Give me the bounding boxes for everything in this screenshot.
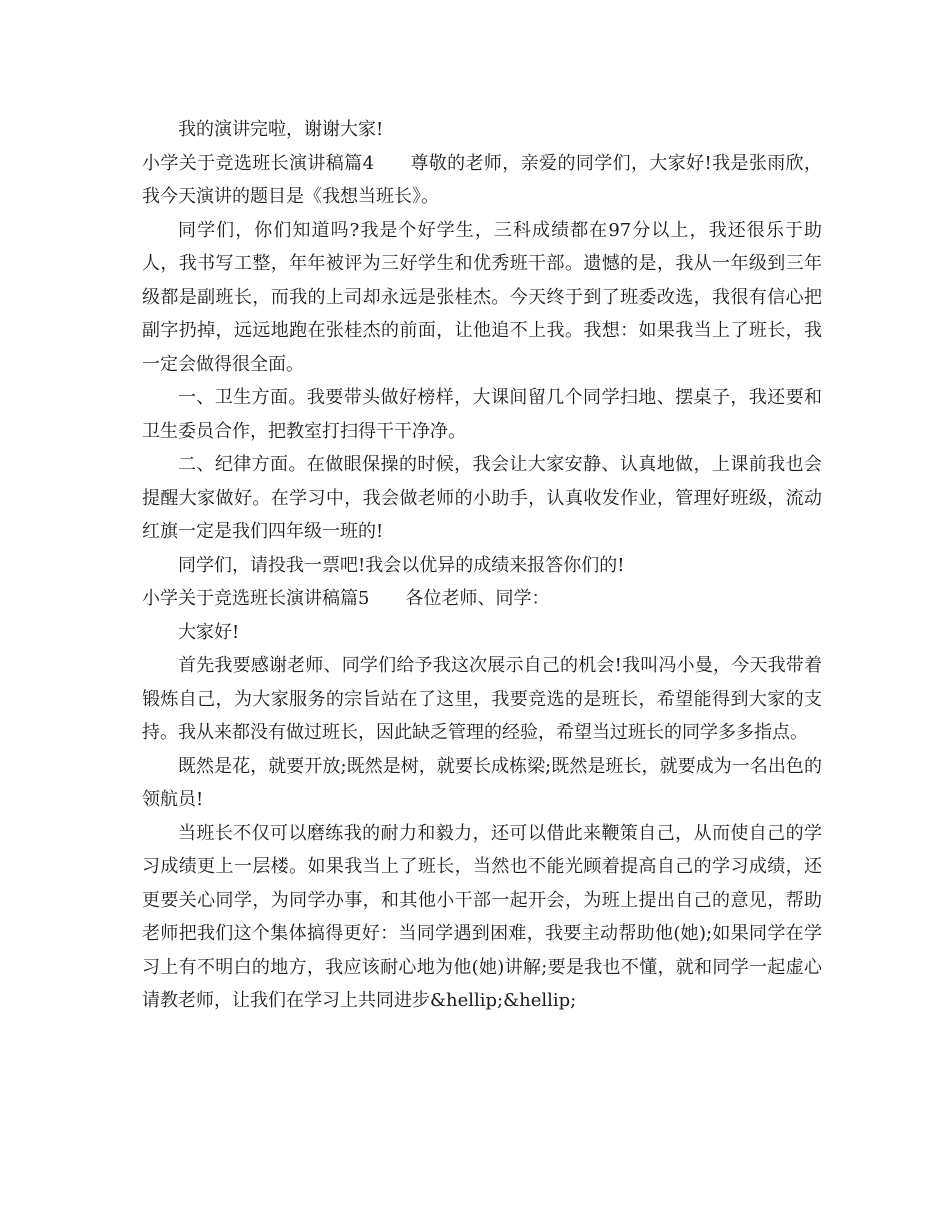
paragraph-self-introduction: 同学们，你们知道吗?我是个好学生，三科成绩都在97分以上，我还很乐于助人，我书写工整，年年被评为三好学生和优秀班干部。遗憾的是，我从一年级到三年级都是副班长，而我的上司却永远是张桂杰。今天终于到了班委改选，我很有信心把副字扔掉，远远地跑在张桂杰的前面，让他追不上我。我想：如果我当上了班长，我一定会做得很全面。 — [142, 219, 822, 375]
paragraph-greeting: 大家好! — [178, 621, 240, 643]
paragraph-metaphor: 既然是花，就要开放;既然是树，就要长成栋梁;既然是班长，就要成为一名出色的领航员! — [142, 755, 822, 810]
paragraph-closing: 我的演讲完啦，谢谢大家! — [178, 119, 384, 140]
paragraph-responsibilities: 当班长不仅可以磨练我的耐力和毅力，还可以借此来鞭策自己，从而使自己的学习成绩更上一层楼。如果我当上了班长，当然也不能光顾着提高自己的学习成绩，还更要关心同学，为同学办事，和其他小干部一起开会，为班上提出自己的意见，帮助老师把我们这个集体搞得更好：当同学遇到困难，我要主动帮助他(她);如果同学在学习上有不明白的地方，我应该耐心地为他(她)讲解;要是我也不懂，就和同学一起虚心请教老师，让我们在学习上共同进步&hellip;&hellip; — [142, 822, 822, 1011]
paragraph-hygiene: 一、卫生方面。我要带头做好榜样，大课间留几个同学扫地、摆桌子，我还要和卫生委员合作，把教室打扫得干干净净。 — [142, 387, 822, 442]
paragraph-speech-5-opening — [142, 582, 822, 616]
paragraph-discipline: 二、纪律方面。在做眼保操的时候，我会让大家安静、认真地做，上课前我也会提醒大家做好。在学习中，我会做老师的小助手，认真收发作业，管理好班级，流动红旗一定是我们四年级一班的! — [142, 454, 822, 542]
section-heading-speech-4: 小学关于竞选班长演讲稿篇4 — [142, 152, 375, 174]
document-body — [142, 113, 822, 1018]
paragraph-vote-request: 同学们，请投我一票吧!我会以优异的成绩来报答你们的! — [178, 554, 625, 576]
paragraph-thanks: 首先我要感谢老师、同学们给予我这次展示自己的机会!我叫冯小曼，今天我带着锻炼自己，为大家服务的宗旨站在了这里，我要竞选的是班长，希望能得到大家的支持。我从来都没有做过班长，因此缺乏管理的经验，希望当过班长的同学多多指点。 — [142, 655, 822, 743]
speech-5-salutation: 各位老师、同学： — [405, 588, 550, 609]
speech-4-greeting: 尊敬的老师，亲爱的同学们，大家好!我是张雨欣，我今天演讲的题目是《我想当班长》。 — [142, 152, 822, 207]
section-heading-speech-5: 小学关于竞选班长演讲稿篇5 — [142, 588, 370, 609]
paragraph-speech-4-opening — [142, 147, 822, 214]
